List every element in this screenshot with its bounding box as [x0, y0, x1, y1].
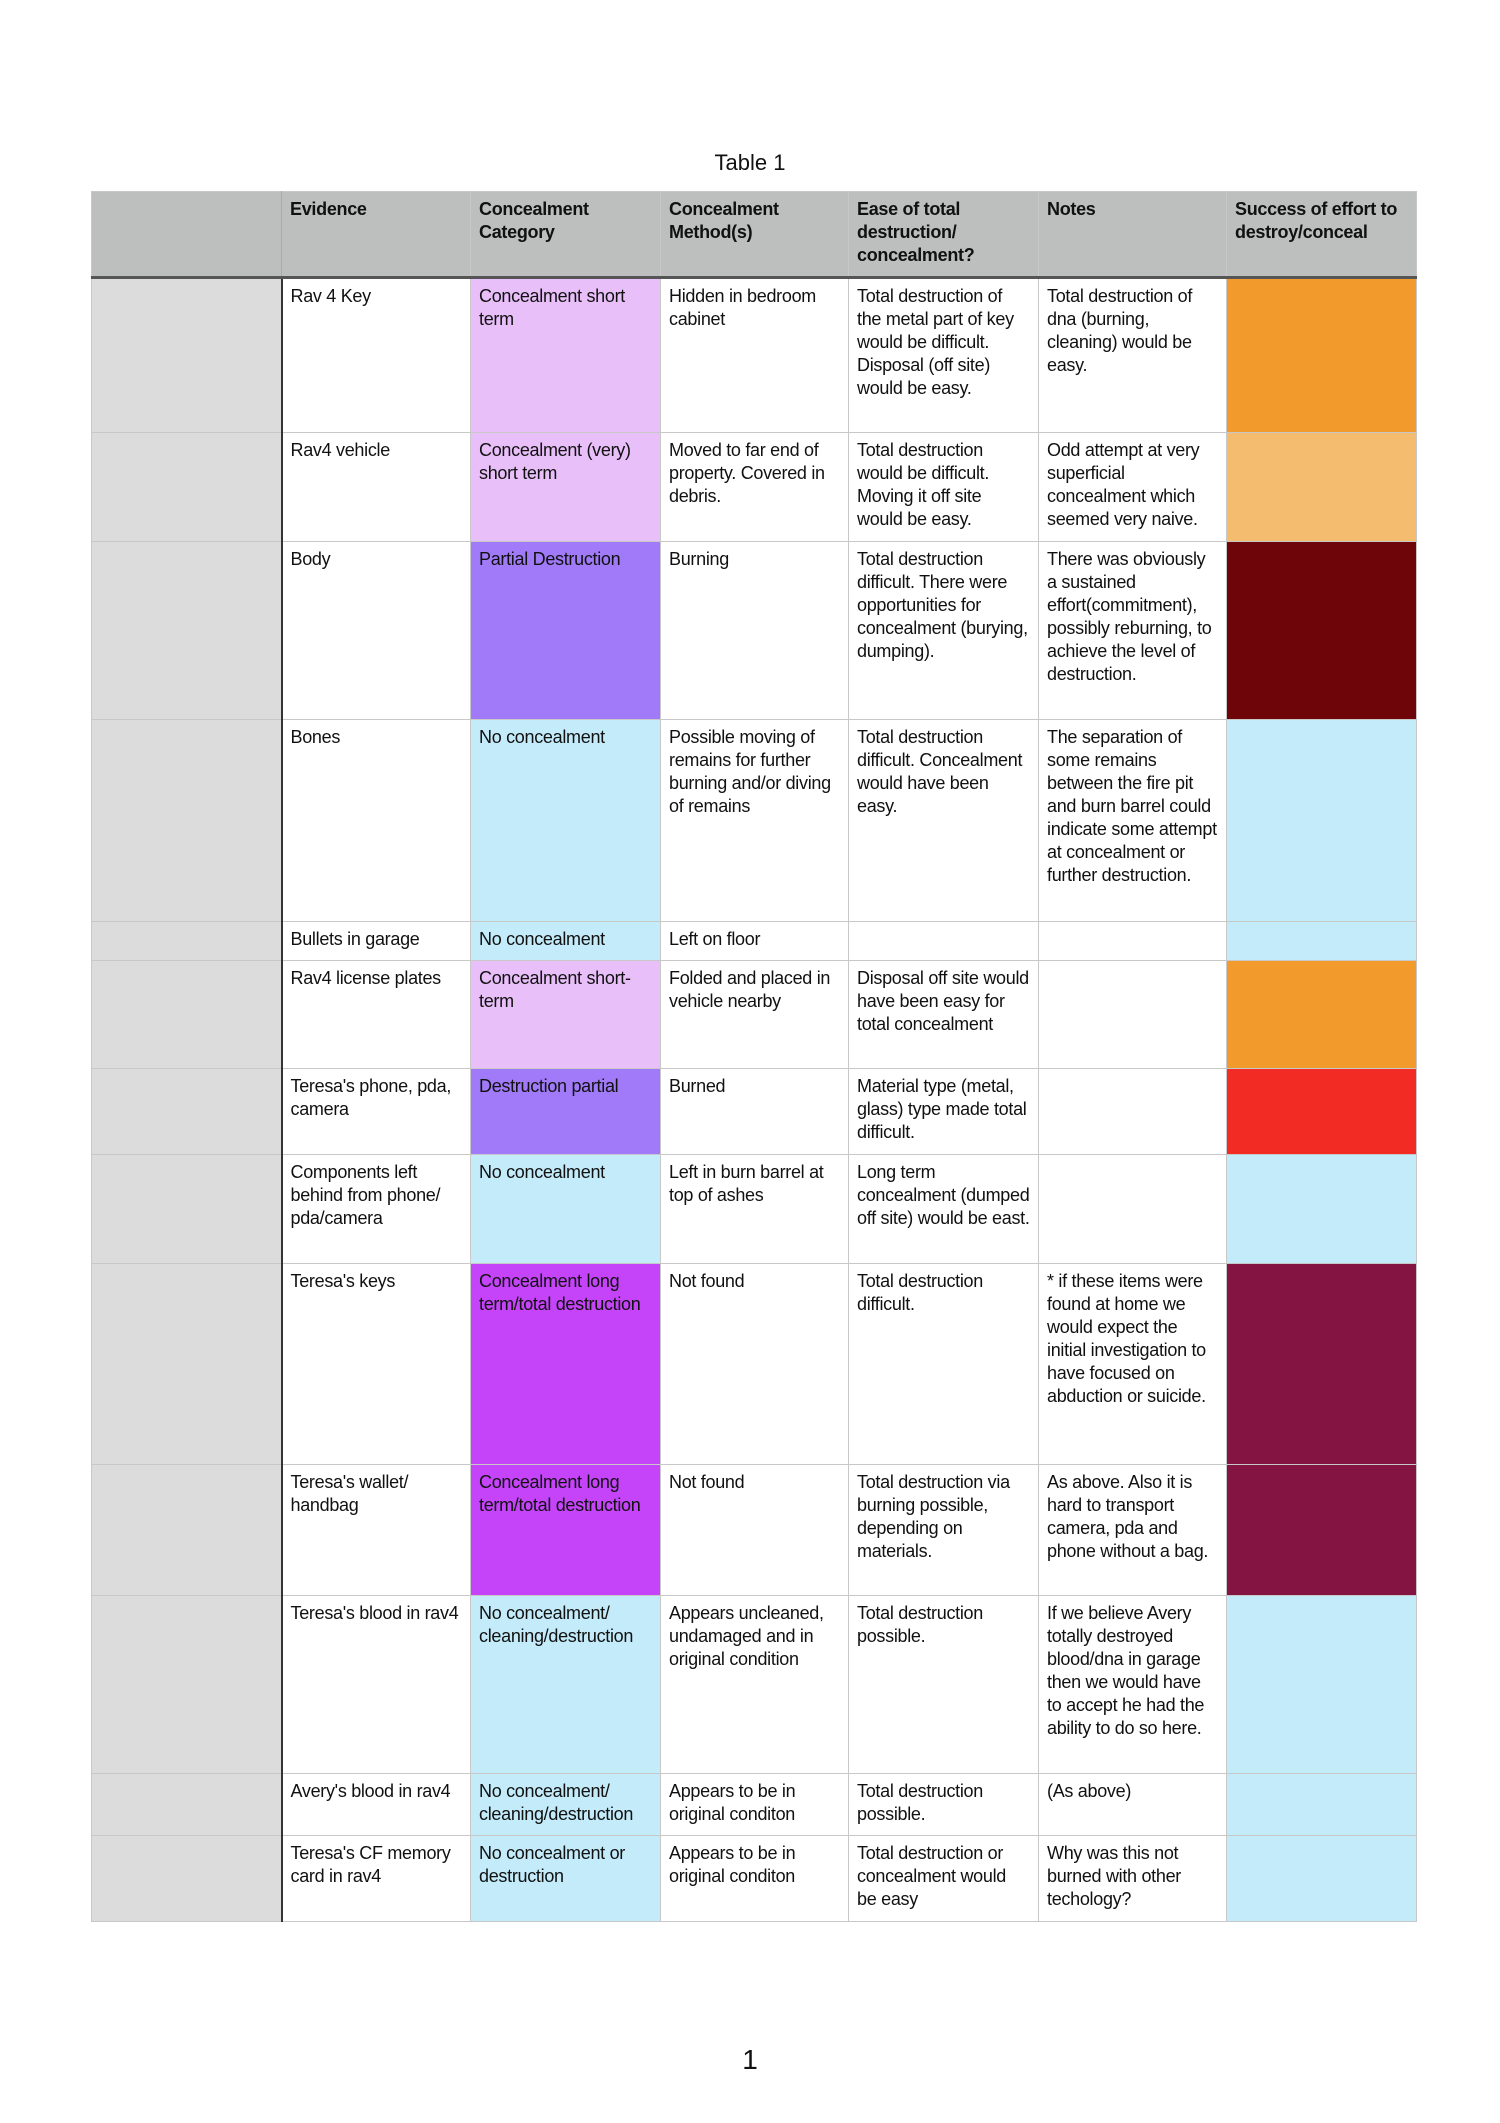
- method-cell: Hidden in bedroom cabinet: [661, 278, 849, 433]
- header-evidence: Evidence: [282, 192, 471, 278]
- row-header-cell: [92, 1836, 282, 1922]
- row-header-cell: [92, 720, 282, 922]
- evidence-cell: Avery's blood in rav4: [282, 1774, 471, 1836]
- row-header-cell: [92, 1465, 282, 1596]
- ease-cell: Total destruction possible.: [849, 1596, 1039, 1774]
- success-color-cell: [1227, 720, 1417, 922]
- evidence-cell: Rav4 license plates: [282, 961, 471, 1069]
- notes-cell: [1039, 961, 1227, 1069]
- success-color-cell: [1227, 961, 1417, 1069]
- header-ease: Ease of total destruction/ concealment?: [849, 192, 1039, 278]
- ease-cell: Total destruction difficult. There were opportunities for concealment (burying, dumping).: [849, 542, 1039, 720]
- ease-cell: [849, 922, 1039, 961]
- notes-cell: [1039, 1155, 1227, 1264]
- success-color-cell: [1227, 1069, 1417, 1155]
- evidence-cell: Teresa's blood in rav4: [282, 1596, 471, 1774]
- table-row: [92, 961, 1417, 1069]
- success-color-cell: [1227, 542, 1417, 720]
- category-cell: No concealment/ cleaning/destruction: [471, 1596, 661, 1774]
- ease-cell: Disposal off site would have been easy for total concealment: [849, 961, 1039, 1069]
- ease-cell: Total destruction possible.: [849, 1774, 1039, 1836]
- row-header-cell: [92, 1155, 282, 1264]
- method-cell: Not found: [661, 1465, 849, 1596]
- ease-cell: Total destruction difficult.: [849, 1264, 1039, 1465]
- page-number: 1: [742, 2044, 758, 2075]
- table-row: [92, 1465, 1417, 1596]
- header-category: Concealment Category: [471, 192, 661, 278]
- evidence-cell: Body: [282, 542, 471, 720]
- row-header-cell: [92, 278, 282, 433]
- category-cell: No concealment/ cleaning/destruction: [471, 1774, 661, 1836]
- table-row: [92, 922, 1417, 961]
- ease-cell: Total destruction difficult. Concealment would have been easy.: [849, 720, 1039, 922]
- header-notes: Notes: [1039, 192, 1227, 278]
- notes-cell: The separation of some remains between the fire pit and burn barrel could indicate some attempt at concealment or further destruction.: [1039, 720, 1227, 922]
- ease-cell: Total destruction of the metal part of key would be difficult. Disposal (off site) would be easy.: [849, 278, 1039, 433]
- success-color-cell: [1227, 1836, 1417, 1922]
- ease-cell: Long term concealment (dumped off site) would be east.: [849, 1155, 1039, 1264]
- method-cell: Possible moving of remains for further burning and/or diving of remains: [661, 720, 849, 922]
- method-cell: Burned: [661, 1069, 849, 1155]
- category-cell: No concealment: [471, 1155, 661, 1264]
- notes-cell: [1039, 922, 1227, 961]
- evidence-cell: Bullets in garage: [282, 922, 471, 961]
- header-method: Concealment Method(s): [661, 192, 849, 278]
- evidence-cell: Teresa's CF memory card in rav4: [282, 1836, 471, 1922]
- ease-cell: Total destruction via burning possible, depending on materials.: [849, 1465, 1039, 1596]
- success-color-cell: [1227, 278, 1417, 433]
- row-header-cell: [92, 1596, 282, 1774]
- notes-cell: Why was this not burned with other techology?: [1039, 1836, 1227, 1922]
- row-header-cell: [92, 542, 282, 720]
- evidence-cell: Teresa's phone, pda, camera: [282, 1069, 471, 1155]
- evidence-cell: Rav 4 Key: [282, 278, 471, 433]
- table-row: [92, 542, 1417, 720]
- method-cell: Left on floor: [661, 922, 849, 961]
- notes-cell: * if these items were found at home we would expect the initial investigation to have focused on abduction or suicide.: [1039, 1264, 1227, 1465]
- ease-cell: Total destruction would be difficult. Moving it off site would be easy.: [849, 433, 1039, 542]
- category-cell: Concealment short term: [471, 278, 661, 433]
- method-cell: Folded and placed in vehicle nearby: [661, 961, 849, 1069]
- success-color-cell: [1227, 922, 1417, 961]
- table-row: [92, 1774, 1417, 1836]
- method-cell: Appears uncleaned, undamaged and in original condition: [661, 1596, 849, 1774]
- method-cell: Not found: [661, 1264, 849, 1465]
- table-row: [92, 1596, 1417, 1774]
- notes-cell: There was obviously a sustained effort(commitment), possibly reburning, to achieve the level of destruction.: [1039, 542, 1227, 720]
- category-cell: Concealment short-term: [471, 961, 661, 1069]
- row-header-cell: [92, 922, 282, 961]
- evidence-cell: Teresa's keys: [282, 1264, 471, 1465]
- header-row: [92, 192, 1417, 278]
- row-header-cell: [92, 1264, 282, 1465]
- success-color-cell: [1227, 1596, 1417, 1774]
- success-color-cell: [1227, 433, 1417, 542]
- header-success: Success of effort to destroy/conceal: [1227, 192, 1417, 278]
- success-color-cell: [1227, 1155, 1417, 1264]
- success-color-cell: [1227, 1264, 1417, 1465]
- notes-cell: If we believe Avery totally destroyed blood/dna in garage then we would have to accept he had the ability to do so here.: [1039, 1596, 1227, 1774]
- evidence-cell: Teresa's wallet/ handbag: [282, 1465, 471, 1596]
- category-cell: No concealment or destruction: [471, 1836, 661, 1922]
- row-header-cell: [92, 433, 282, 542]
- method-cell: Left in burn barrel at top of ashes: [661, 1155, 849, 1264]
- row-header-cell: [92, 961, 282, 1069]
- success-color-cell: [1227, 1465, 1417, 1596]
- table-row: [92, 433, 1417, 542]
- table-row: [92, 278, 1417, 433]
- method-cell: Burning: [661, 542, 849, 720]
- notes-cell: Odd attempt at very superficial concealment which seemed very naive.: [1039, 433, 1227, 542]
- method-cell: Moved to far end of property. Covered in debris.: [661, 433, 849, 542]
- ease-cell: Material type (metal, glass) type made total difficult.: [849, 1069, 1039, 1155]
- notes-cell: [1039, 1069, 1227, 1155]
- method-cell: Appears to be in original conditon: [661, 1774, 849, 1836]
- notes-cell: Total destruction of dna (burning, cleaning) would be easy.: [1039, 278, 1227, 433]
- notes-cell: (As above): [1039, 1774, 1227, 1836]
- evidence-table: [91, 191, 1417, 1922]
- evidence-cell: Rav4 vehicle: [282, 433, 471, 542]
- table-row: [92, 1264, 1417, 1465]
- notes-cell: As above. Also it is hard to transport camera, pda and phone without a bag.: [1039, 1465, 1227, 1596]
- table-row: [92, 1155, 1417, 1264]
- success-color-cell: [1227, 1774, 1417, 1836]
- table-title: Table 1: [714, 150, 786, 175]
- table-row: [92, 720, 1417, 922]
- evidence-cell: Components left behind from phone/ pda/camera: [282, 1155, 471, 1264]
- table-row: [92, 1836, 1417, 1922]
- method-cell: Appears to be in original conditon: [661, 1836, 849, 1922]
- category-cell: No concealment: [471, 922, 661, 961]
- category-cell: No concealment: [471, 720, 661, 922]
- category-cell: Concealment long term/total destruction: [471, 1465, 661, 1596]
- category-cell: Concealment (very) short term: [471, 433, 661, 542]
- table-row: [92, 1069, 1417, 1155]
- category-cell: Concealment long term/total destruction: [471, 1264, 661, 1465]
- evidence-cell: Bones: [282, 720, 471, 922]
- ease-cell: Total destruction or concealment would be easy: [849, 1836, 1039, 1922]
- row-header-cell: [92, 1069, 282, 1155]
- row-header-cell: [92, 1774, 282, 1836]
- category-cell: Partial Destruction: [471, 542, 661, 720]
- category-cell: Destruction partial: [471, 1069, 661, 1155]
- header-blank: [92, 192, 282, 278]
